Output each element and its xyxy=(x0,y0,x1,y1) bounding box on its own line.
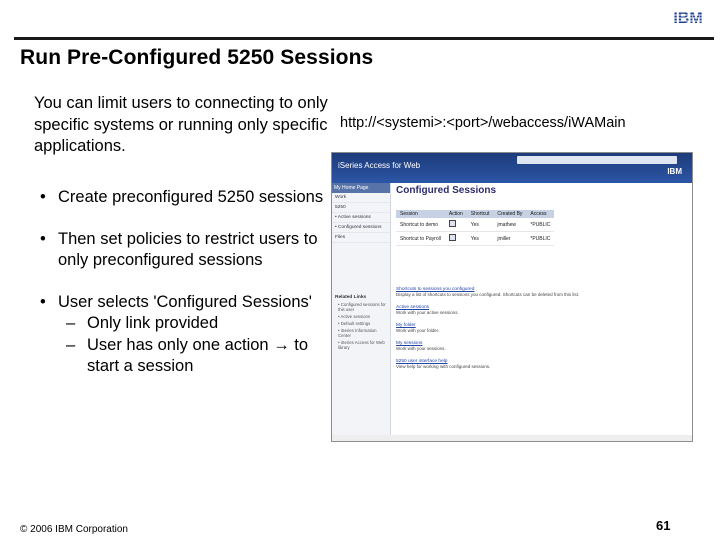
screenshot-top-nav xyxy=(517,156,677,164)
related-link-item[interactable]: • iSeries Access for Web library xyxy=(338,340,385,350)
related-links-area xyxy=(396,287,579,377)
related-desc: View help for working with configured sessions. xyxy=(396,364,491,369)
related-link[interactable]: My folder xyxy=(396,323,416,328)
bullet-text: User selects 'Configured Sessions' xyxy=(58,292,312,311)
sidebar-item[interactable]: 5250 xyxy=(332,203,390,213)
configured-sessions-title: Configured Sessions xyxy=(396,185,497,196)
table-cell: jmiller xyxy=(493,232,526,246)
sidebar-header[interactable]: My Home Page xyxy=(332,183,390,193)
page-number: 61 xyxy=(656,518,671,533)
related-link-item[interactable]: • Active sessions xyxy=(338,314,371,319)
bullet-item xyxy=(38,187,328,209)
table-row xyxy=(396,232,554,246)
screenshot-sidebar xyxy=(332,183,391,441)
related-row xyxy=(396,359,579,369)
sub-bullet-item xyxy=(66,335,328,378)
intro-text: You can limit users to connecting to only specific systems or running only specific applications. xyxy=(34,94,328,155)
table-header-row xyxy=(396,210,554,218)
sidebar-item[interactable]: Work xyxy=(332,193,390,203)
table-cell: *PUBLIC xyxy=(526,232,554,246)
table-cell: *PUBLIC xyxy=(526,218,554,232)
ibm-logo-graphic xyxy=(664,8,712,26)
action-cell xyxy=(445,232,467,246)
screenshot-panel xyxy=(331,152,693,442)
bullet-item xyxy=(38,229,328,272)
table-header: Action xyxy=(445,210,467,218)
table-cell: Yes xyxy=(467,218,494,232)
screenshot-banner xyxy=(332,153,692,183)
table-header: Shortcut xyxy=(467,210,494,218)
start-session-icon[interactable] xyxy=(449,220,456,227)
copyright: © 2006 IBM Corporation xyxy=(20,524,128,535)
screenshot-ibm-mark: IBM xyxy=(667,167,682,176)
bullet-item xyxy=(38,292,328,378)
sessions-table xyxy=(396,210,554,246)
slide-title: Run Pre-Configured 5250 Sessions xyxy=(20,46,374,69)
sub-bullet-text: User has only one action → to start a session xyxy=(87,335,309,375)
related-link-item[interactable]: • Default settings xyxy=(338,321,371,326)
related-desc: Work with your sessions. xyxy=(396,346,446,351)
related-link[interactable]: 5250 user interface help xyxy=(396,359,448,364)
table-row xyxy=(396,218,554,232)
screenshot-main xyxy=(396,185,686,369)
sidebar-item[interactable]: • Configured sessions xyxy=(332,223,390,233)
table-header: Created By xyxy=(493,210,526,218)
related-link-item[interactable]: • iSeries Information Center xyxy=(338,328,377,338)
related-row xyxy=(396,305,579,315)
related-row xyxy=(396,341,579,351)
related-links-header: Related Links xyxy=(335,295,367,300)
table-header: Session xyxy=(396,210,445,218)
sidebar-item[interactable]: • Active sessions xyxy=(332,213,390,223)
related-link[interactable]: My sessions xyxy=(396,341,423,346)
table-cell: Yes xyxy=(467,232,494,246)
related-link[interactable]: Active sessions xyxy=(396,305,430,310)
url-text: http://<systemi>:<port>/webaccess/iWAMain xyxy=(340,115,626,131)
sub-bullet-text: Only link provided xyxy=(87,314,219,332)
bullet-list xyxy=(38,187,328,398)
ibm-logo-text: IBM xyxy=(673,10,703,26)
table-cell: jmathew xyxy=(493,218,526,232)
related-desc: Work with your active sessions. xyxy=(396,310,459,315)
related-link-item[interactable]: • Configured sessions for this user xyxy=(338,302,386,312)
table-header: Access xyxy=(526,210,554,218)
screenshot-brand: iSeries Access for Web xyxy=(338,161,421,170)
sub-bullet-list xyxy=(66,313,328,378)
title-rule xyxy=(14,37,714,40)
action-cell xyxy=(445,218,467,232)
related-desc: Work with your folder. xyxy=(396,328,440,333)
related-row xyxy=(396,287,579,297)
session-link[interactable]: Shortcut to Payroll xyxy=(396,232,445,246)
sidebar-item[interactable]: Files xyxy=(332,233,390,243)
start-session-icon[interactable] xyxy=(449,234,456,241)
screenshot-status-bar xyxy=(332,435,692,441)
bullet-text: Then set policies to restrict users to only preconfigured sessions xyxy=(58,229,318,269)
bullet-text: Create preconfigured 5250 sessions xyxy=(58,188,324,206)
related-desc: Display a list of shortcuts to sessions you configured. Shortcuts can be deleted from this list. xyxy=(396,292,580,297)
related-link[interactable]: Shortcuts to sessions you configured xyxy=(396,287,475,292)
ibm-logo xyxy=(664,8,712,26)
sub-bullet-item xyxy=(66,313,328,335)
related-row xyxy=(396,323,579,333)
session-link[interactable]: Shortcut to demo xyxy=(396,218,445,232)
